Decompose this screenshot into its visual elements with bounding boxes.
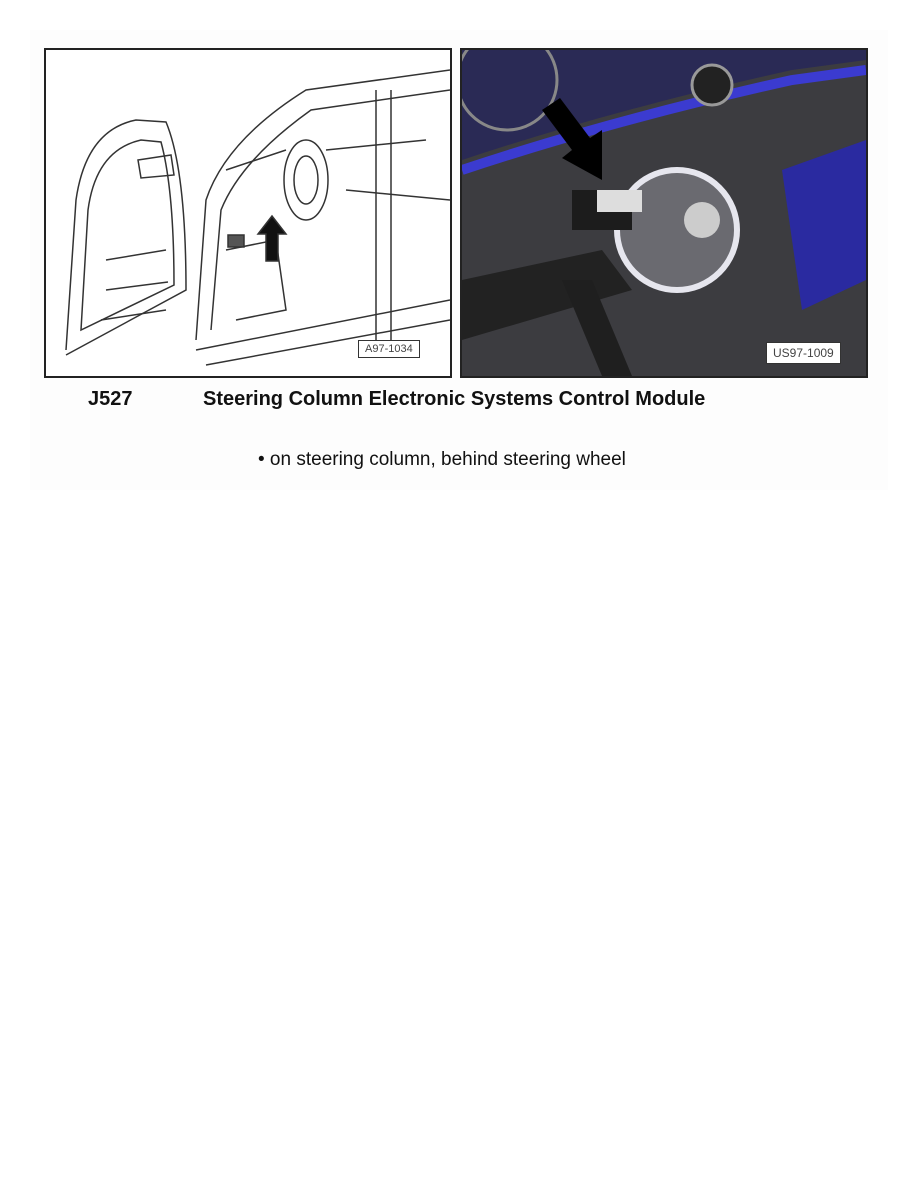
figure-label: US97-1009 xyxy=(766,342,841,364)
figure-label: A97-1034 xyxy=(358,340,420,358)
steering-column-photo xyxy=(460,48,868,378)
location-note: • on steering column, behind steering wheel xyxy=(258,449,626,470)
component-name: Steering Column Electronic Systems Control Module xyxy=(203,388,706,410)
car-interior-line-drawing xyxy=(44,48,452,378)
component-code: J527 xyxy=(88,388,133,410)
